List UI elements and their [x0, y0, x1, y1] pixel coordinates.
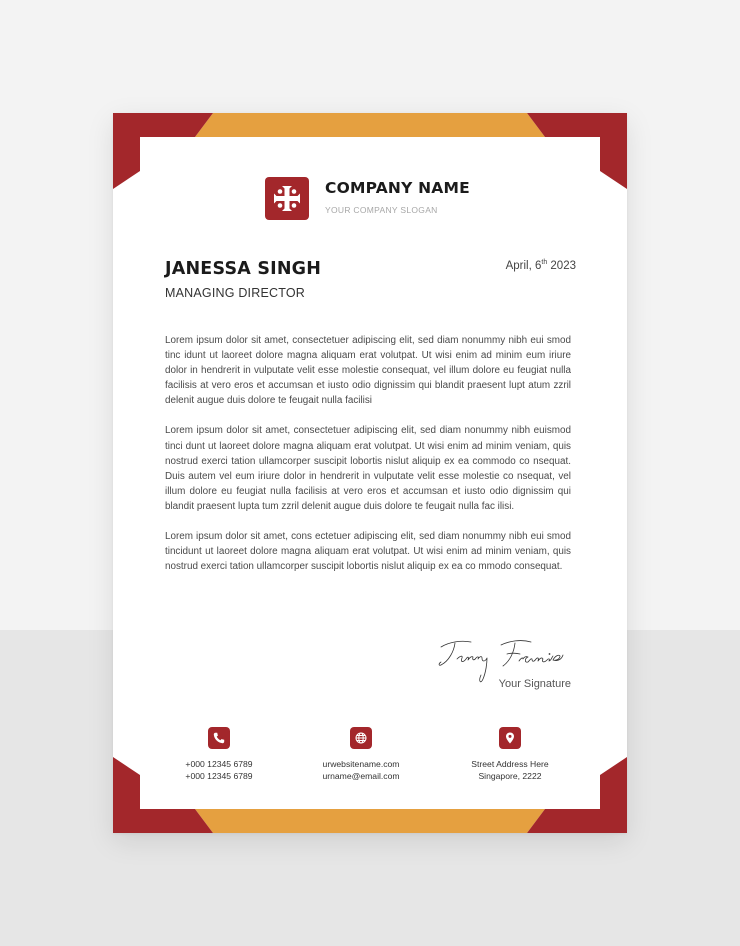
date-year: 2023: [547, 260, 576, 272]
sender-name: JANESSA SINGH: [165, 259, 322, 279]
globe-icon-badge: [350, 727, 372, 749]
phone-icon-badge: [208, 727, 230, 749]
contact-web: [286, 727, 436, 782]
company-slogan: YOUR COMPANY SLOGAN: [325, 205, 438, 215]
location-pin-icon: [503, 731, 517, 745]
letter-date: [506, 260, 576, 272]
contact-address: [435, 727, 585, 782]
website-text: urwebsitename.com: [322, 759, 400, 769]
top-orange-band: [195, 113, 545, 137]
company-name: COMPANY NAME: [325, 179, 470, 197]
body-paragraph-2: Lorem ipsum dolor sit amet, consectetuer adipiscing elit, sed diam nonummy nibh euismod tinci dunt ut laoreet dolore magna aliquam erat volutpat. Ut wisi enim ad minim veniam, quis nostrud exerci tation ullamcorper suscipit lobortis nislut aliquip ex ea commodo co nsequat. Duis autem vel eum iriure dolor in hendrerit in vulputate velit esse molestie co nsequat, vel illum dolore eu feugiat nulla facilisis at vero eros et accumsan et iusto odio dignissim qui blandit praesent lupta tum zzril delenit augue duis dolore te feugait nulla fac ilisi.: [165, 425, 571, 512]
phone-icon: [212, 731, 226, 745]
letterhead-page: [113, 113, 627, 833]
email-text: urname@email.com: [322, 771, 400, 781]
sender-title: MANAGING DIRECTOR: [165, 286, 305, 300]
date-ordinal-suffix: th: [541, 259, 548, 267]
phone-line-1: +000 12345 6789: [185, 759, 253, 769]
company-logo: [265, 177, 309, 220]
address-line-2: Singapore, 2222: [478, 771, 542, 781]
location-pin-icon-badge: [499, 727, 521, 749]
phone-line-2: +000 12345 6789: [185, 771, 253, 781]
body-paragraph-3: Lorem ipsum dolor sit amet, cons ectetuer adipiscing elit, sed diam nonummy nibh eui smod tincidunt ut laoreet dolore magna aliquam erat volutpat. Ut wisi enim ad minim veniam, quis nostrud exerci tation ullamcorper suscipit lobortis nislut aliquip ex ea co mmodo consequat.: [165, 531, 571, 573]
contact-phone: [144, 727, 294, 782]
top-left-red-corner: [113, 113, 213, 189]
body-paragraph-1: Lorem ipsum dolor sit amet, consectetuer adipiscing elit, sed diam nonummy nibh eui smod tinc idunt ut laoreet dolore magna aliquam erat volutpat. Ut wisi enim ad minim eum iriure dolor in hendrerit in vulputate velit esse molestie consequat, vel illum dolore eu feugiat nulla facilisis at vero eros et accumsan et iusto odio dignissim qui blandit praesent lupt atum zzril delenit augue duis dolore te feugait nulla facilisi: [165, 335, 571, 407]
cross-icon: [271, 183, 303, 214]
date-month-day: April, 6: [505, 260, 542, 272]
top-right-red-corner: [527, 113, 627, 189]
globe-icon: [354, 731, 368, 745]
letter-body: [165, 333, 571, 589]
signature-label: Your Signature: [498, 678, 571, 690]
address-line-1: Street Address Here: [471, 759, 549, 769]
bottom-orange-band: [195, 809, 545, 833]
